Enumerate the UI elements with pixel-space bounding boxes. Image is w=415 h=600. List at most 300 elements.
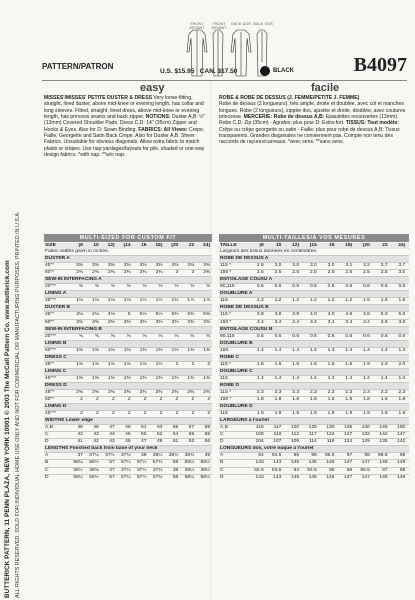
table-row — [44, 347, 212, 354]
table-cell: 38¼ — [184, 467, 195, 473]
table-cell: 1⅜ — [171, 347, 179, 353]
table-cell: 3⅜ — [91, 263, 99, 269]
table-cell: 0.6 — [309, 284, 317, 290]
table-cell: ⅝ — [94, 333, 99, 339]
table-cell: 53 — [156, 425, 163, 431]
mercerie-text: Epaulettes recouvertes (13mm). Robe C,D: Zip (35cm) - Agrafes; plus pour D: Extra-fort. — [219, 114, 399, 127]
table-cell: 54 — [172, 432, 179, 438]
price-us: U.S. $15.95 — [160, 68, 195, 75]
table-cell: 1.9 — [256, 411, 264, 417]
row-label: D — [220, 474, 224, 480]
fabrics-label: FABRICS: All Views: — [138, 126, 188, 133]
table-cell: 1.4 — [363, 347, 370, 353]
yardage-table-english — [44, 243, 212, 481]
table-cell: 1⅜ — [187, 347, 195, 353]
table-cell: ⅝ — [94, 284, 99, 290]
table-cell: 94.5 — [271, 453, 282, 459]
table-cell: 37½ — [105, 453, 115, 459]
table-cell: 38¼ — [152, 453, 163, 459]
table-cell: 4⅛ — [107, 312, 115, 318]
row-label: 60"** — [45, 347, 56, 353]
table-cell: 94.5 — [307, 467, 317, 473]
table-cell: 1⅜ — [203, 375, 211, 381]
table-cell: 4⅛ — [91, 312, 99, 318]
row-label: LINING A — [45, 291, 67, 297]
table-cell: 1⅝ — [155, 361, 163, 367]
table-cell: 1.4 — [256, 375, 264, 381]
notions-text: Duster A,B: ½" (13mm) Covered Shoulder Pads. Dress C,D: 14" (35cm) Zipper and Hooks & Eyes. Also for D: Seam Binding. — [44, 114, 206, 133]
table-cell: 0.6 — [292, 333, 300, 339]
table-cell: 5.0 — [380, 312, 388, 318]
table-cell: 1.9 — [345, 411, 353, 417]
table-cell: 96.5 — [324, 453, 335, 459]
table-cell: 1.6 — [398, 298, 406, 304]
table-cell: 2.5 — [363, 270, 370, 276]
table-cell: 2.3 — [398, 389, 406, 395]
table-cell: 1.9 — [363, 411, 370, 417]
table-row — [219, 474, 409, 481]
table-cell: 142 — [379, 432, 388, 438]
table-cell: 5⅜ — [203, 312, 211, 318]
table-cell: 2 — [175, 361, 179, 367]
table-section-row — [44, 304, 212, 311]
table-cell: 53 — [188, 439, 195, 445]
table-cell: 46 — [125, 432, 131, 438]
table-cell: 3.2 — [363, 263, 370, 269]
garment-sketches-icon — [185, 22, 275, 78]
table-cell: 46 — [93, 425, 99, 431]
table-cell: 3⅜ — [76, 319, 83, 325]
copyright-sidebar — [0, 0, 30, 600]
table-cell: 3⅜ — [123, 319, 131, 325]
table-cell: 1⅜ — [76, 347, 83, 353]
table-cell: 1⅜ — [123, 375, 131, 381]
table-cell: 1.2 — [345, 298, 353, 304]
table-cell: 1⅛ — [107, 298, 115, 304]
table-cell: 143 — [273, 460, 282, 466]
table-cell: 18) — [155, 243, 163, 248]
table-cell: 1.8 — [274, 397, 282, 403]
table-cell: 2 — [175, 411, 179, 417]
table-cell: 1.8 — [345, 397, 353, 403]
table-cell: 57¼ — [121, 460, 131, 466]
table-section-row — [219, 354, 409, 361]
easy-label: easy — [140, 82, 165, 94]
table-cell: 1⅝ — [91, 361, 99, 367]
row-label: DOUBLURE A — [220, 291, 253, 297]
table-cell: 99 — [399, 453, 406, 459]
table-row — [44, 389, 212, 396]
table-row — [44, 438, 212, 445]
table-cell: 1⅜ — [171, 375, 179, 381]
table-section-row — [44, 368, 212, 375]
table-row — [44, 424, 212, 431]
table-cell: 2.3 — [256, 389, 264, 395]
mercerie-label: MERCERIE: Robe de dessus A,B: — [243, 114, 325, 121]
table-cell: 146 — [326, 474, 335, 480]
sidebar-rights-line: ALL RIGHTS RESERVED. SOLD FOR INDIVIDUAL HOME USE ONLY AND NOT FOR COMMERCIAL OR MANUFACTURING PURPOSES. PRINTED IN U.S.A. — [15, 211, 21, 598]
french-title: ROBE & ROBE DE DESSUS (J. FEMME/PETITE J. FEMME) — [219, 95, 360, 101]
table-row — [219, 389, 409, 396]
table-cell: 2 — [111, 411, 115, 417]
table-cell: 1.4 — [327, 347, 335, 353]
table-row — [219, 459, 409, 466]
table-section-row — [219, 326, 409, 333]
table-cell: 36½ — [73, 467, 83, 473]
table-cell: 1.2 — [292, 298, 300, 304]
table-cell: 125 — [308, 425, 317, 431]
table-cell: 1.4 — [292, 375, 300, 381]
table-cell: 92.5 — [254, 467, 264, 473]
table-cell: 3.7 — [380, 263, 388, 269]
table-cell: 2 — [143, 411, 147, 417]
row-label: SIZE — [45, 243, 56, 248]
table-cell: 24) — [398, 243, 406, 248]
table-cell: 150 — [397, 425, 406, 431]
row-label: 45"** — [45, 411, 56, 417]
table-cell: 56 — [188, 432, 195, 438]
table-cell: 147 — [361, 460, 370, 466]
table-cell: 129 — [361, 439, 370, 445]
table-cell: 56¼ — [73, 460, 83, 466]
fabrics-text: Crepe, Faille, Georgette and Satin Back Crepe. Also for Duster A,B: Sheer Fabrics. Unsuitable for obvious diagonals. Allow extra fabric to match plaids or stripes. Use nap yardages/layouts for pile, shaded or one-way design fabrics. *with nap. **w/o nap. — [44, 126, 205, 159]
table-cell: 58 — [204, 432, 211, 438]
table-row — [44, 297, 212, 304]
view-label: BACK DOS — [253, 22, 273, 26]
table-cell: 45 — [125, 439, 131, 445]
table-cell: 24) — [203, 243, 211, 248]
table-row — [219, 311, 409, 318]
table-cell: 112 — [291, 432, 300, 438]
table-cell: 3.8 — [274, 312, 282, 318]
table-cell: 2 — [159, 411, 163, 417]
table-cell: 1.2 — [327, 298, 335, 304]
table-cell: 4.0 — [309, 312, 317, 318]
table-cell: 1⅝ — [107, 361, 115, 367]
pattern-code: B4097 — [353, 54, 407, 76]
table-row — [44, 467, 212, 474]
technical-drawings — [185, 22, 275, 78]
table-cell: 98 — [364, 453, 370, 459]
table-cell: 119 — [326, 439, 335, 445]
table-cell: 0.6 — [274, 284, 282, 290]
table-cell: 2⅜ — [203, 389, 211, 395]
table-cell: 1⅜ — [203, 347, 211, 353]
table-cell: 3 — [191, 270, 195, 276]
table-cell: 132 — [361, 432, 370, 438]
table-cell: ⅝ — [174, 333, 179, 339]
table-cell: 3.8 — [256, 312, 264, 318]
table-cell: 135 — [344, 425, 353, 431]
row-label: 115 * — [220, 312, 232, 318]
table-section-row — [219, 403, 409, 410]
table-cell: 2.0 — [398, 361, 406, 367]
table-section-row — [219, 276, 409, 283]
table-cell: 3.0 — [327, 263, 335, 269]
table-section-row — [44, 290, 212, 297]
table-cell: 1⅝ — [76, 361, 83, 367]
table-cell: 1⅛ — [91, 298, 99, 304]
table-cell: 16 — [141, 243, 147, 248]
table-cell: ⅝ — [78, 333, 83, 339]
table-cell: 37 — [109, 467, 115, 473]
table-cell: 3.6 — [380, 319, 388, 325]
table-cell: 142 — [397, 439, 406, 445]
table-cell: 3⅜ — [76, 263, 83, 269]
table-row — [44, 431, 212, 438]
table-cell: 3⅜ — [139, 263, 147, 269]
table-cell: 58¼ — [184, 460, 195, 466]
table-cell: 2 — [207, 361, 211, 367]
table-cell: 1.4 — [309, 375, 317, 381]
table-row — [44, 396, 212, 403]
table-row — [219, 333, 409, 340]
row-label: 150 — [220, 347, 229, 353]
table-cell: 97 — [346, 453, 353, 459]
row-label: D — [45, 474, 49, 480]
table-section-row — [44, 354, 212, 361]
table-cell: 2.0 — [380, 361, 388, 367]
table-cell: 1⅝ — [123, 361, 131, 367]
row-label: A — [220, 453, 224, 459]
table-cell: 3⅜ — [203, 319, 211, 325]
table-cell: 10 — [93, 243, 99, 248]
table-cell: 109 — [290, 439, 300, 445]
table-cell: 1.8 — [256, 397, 264, 403]
table-cell: 4.8 — [363, 312, 370, 318]
table-cell: 143 — [255, 474, 264, 480]
table-cell: 145 — [308, 474, 317, 480]
table-cell: 2⅜ — [76, 389, 83, 395]
row-label: 45"* — [45, 389, 55, 395]
table-cell: 3.6 — [398, 319, 406, 325]
table-cell: 3⅜ — [203, 263, 211, 269]
table-cell: 2 — [111, 397, 115, 403]
table-cell: (20 — [171, 243, 179, 248]
table-cell: 114 — [308, 439, 317, 445]
table-cell: 135 — [379, 439, 388, 445]
view-label: BACK DOS — [231, 22, 251, 26]
table-cell: 1.4 — [274, 347, 282, 353]
table-cell: 1⅜ — [139, 375, 147, 381]
english-title: MISSES'/MISSES' PETITE DUSTER & DRESS — [44, 95, 152, 101]
table-cell: 45 — [77, 425, 83, 431]
table-cell: 3⅜ — [155, 319, 163, 325]
row-label: DUSTER B — [45, 305, 70, 311]
table-cell: 4.0 — [327, 312, 335, 318]
table-cell: ⅝ — [174, 284, 179, 290]
table-cell: 145 — [308, 460, 317, 466]
table-section-row — [219, 382, 409, 389]
table-cell: 1.2 — [274, 298, 282, 304]
row-label: WIDTHS Lower edge — [45, 418, 93, 424]
table-cell: ⅝ — [142, 333, 147, 339]
table-cell: 1.8 — [309, 397, 317, 403]
table-cell: 2 — [80, 397, 83, 403]
table-cell: 1.6 — [327, 361, 335, 367]
table-cell: (8 — [259, 243, 264, 248]
row-label: LINING B — [45, 340, 67, 346]
row-label: 45"** — [45, 375, 56, 381]
table-cell: 2⅜ — [155, 270, 163, 276]
multi-tailles-band: MULTI-TAILLES/À VOS MESURES — [219, 234, 409, 242]
table-cell: 10 — [275, 243, 282, 248]
table-section-row — [219, 340, 409, 347]
row-label: LINING D — [45, 404, 67, 410]
table-cell: 96 — [311, 453, 317, 459]
table-cell: 0.6 — [256, 333, 264, 339]
table-cell: 2.9 — [256, 263, 264, 269]
table-cell: 1.6 — [274, 361, 282, 367]
table-cell: 37¼ — [121, 467, 131, 473]
view-label: FRONT DEVANT — [189, 22, 205, 30]
table-cell: 0.6 — [363, 333, 370, 339]
table-cell: 1⅜ — [123, 347, 131, 353]
table-cell: 145 — [290, 460, 300, 466]
table-cell: 3.0 — [309, 263, 317, 269]
table-cell: 140 — [361, 425, 370, 431]
table-cell: 1.8 — [380, 397, 388, 403]
table-cell: (20 — [362, 243, 370, 248]
table-cell: 52 — [156, 432, 163, 438]
table-cell: 3.4 — [327, 319, 335, 325]
table-cell: 1.9 — [292, 411, 300, 417]
table-section-row — [44, 403, 212, 410]
table-row — [219, 297, 409, 304]
table-section-row — [219, 255, 409, 262]
table-cell: ⅝ — [158, 333, 163, 339]
table-cell: 39 — [204, 453, 211, 459]
table-cell: 51 — [141, 425, 147, 431]
row-label: C — [45, 467, 49, 473]
table-row — [219, 467, 409, 474]
table-cell: 2 — [96, 397, 99, 403]
table-cell: 145 — [379, 425, 388, 431]
english-description — [44, 95, 212, 158]
french-description — [219, 95, 409, 146]
table-cell: 0.6 — [363, 284, 370, 290]
table-cell: 2⅜ — [107, 389, 115, 395]
table-cell: 3.4 — [274, 319, 282, 325]
row-label: C — [220, 432, 224, 438]
table-cell: 1⅜ — [91, 375, 99, 381]
table-cell: 0.6 — [256, 284, 264, 290]
table-cell: 1.6 — [309, 361, 317, 367]
table-cell: 1.8 — [327, 397, 335, 403]
table-cell: 0.6 — [380, 284, 388, 290]
row-label: 45"** — [45, 298, 56, 304]
table-cell: 94 — [293, 467, 300, 473]
table-row — [219, 375, 409, 382]
table-cell: 2⅜ — [123, 389, 131, 395]
row-label: 115 — [220, 298, 228, 304]
row-label: 115 * — [220, 263, 232, 269]
table-cell: (14 — [309, 243, 317, 248]
table-cell: 1⅜ — [107, 375, 115, 381]
table-cell: 2 — [191, 361, 195, 367]
table-cell: 122 — [326, 432, 335, 438]
table-cell: 1.6 — [363, 298, 370, 304]
table-cell: 95 — [329, 467, 335, 473]
table-cell: 5⅜ — [171, 312, 179, 318]
table-section-row — [219, 445, 409, 452]
table-cell: 2 — [191, 411, 195, 417]
table-row — [44, 311, 212, 318]
row-label: 90,115 — [220, 333, 235, 339]
table-row — [219, 347, 409, 354]
table-cell: 57¾ — [152, 474, 163, 480]
table-cell: 149 — [397, 474, 406, 480]
table-row — [219, 452, 409, 459]
table-cell: 2⅜ — [76, 270, 83, 276]
table-row — [44, 452, 212, 459]
table-cell: 143 — [255, 460, 264, 466]
table-cell: ⅝ — [126, 284, 131, 290]
table-cell: 38½ — [200, 467, 211, 473]
table-cell: 2.3 — [380, 389, 388, 395]
table-cell: 38 — [141, 453, 147, 459]
row-label: ROBE DE DESSUS A — [220, 256, 269, 262]
table-cell: 143 — [273, 474, 282, 480]
table-cell: 5⅛ — [155, 312, 163, 318]
table-cell: 3⅜ — [91, 319, 99, 325]
table-cell: 1.9 — [327, 411, 335, 417]
table-cell: 38 — [172, 467, 179, 473]
table-cell: 3.7 — [398, 263, 406, 269]
row-label: 115 * — [220, 389, 232, 395]
table-cell: 57 — [109, 460, 115, 466]
table-cell: 3.4 — [309, 319, 317, 325]
table-cell: 59 — [204, 425, 211, 431]
row-label: DOUBLURE D — [220, 404, 253, 410]
table-cell: 3⅜ — [171, 263, 179, 269]
row-label: 115 — [220, 411, 228, 417]
table-cell: 117 — [308, 432, 317, 438]
table-cell: 3 — [175, 270, 179, 276]
table-cell: 1⅛ — [139, 298, 147, 304]
table-cell: 0.6 — [345, 284, 353, 290]
table-cell: 1.6 — [380, 298, 388, 304]
row-label: ROBE C — [220, 354, 240, 360]
table-cell: 2⅜ — [139, 270, 147, 276]
notions-label: NOTIONS: — [145, 114, 171, 121]
table-cell: 2.5 — [345, 270, 353, 276]
table-cell: 12) — [107, 243, 115, 248]
table-cell: 1.4 — [345, 347, 353, 353]
table-section-row — [219, 290, 409, 297]
table-cell: 124 — [344, 439, 353, 445]
table-cell: 3.1 — [345, 263, 353, 269]
table-cell: 1⅜ — [155, 347, 163, 353]
table-row — [44, 459, 212, 466]
table-cell: 55 — [172, 425, 179, 431]
table-row — [44, 474, 212, 481]
table-cell: (8 — [78, 243, 83, 248]
table-cell: 56 — [204, 439, 211, 445]
table-cell: 43 — [109, 439, 115, 445]
row-label: LENGTHS Finished back from base of your neck — [45, 446, 158, 452]
table-cell: 2⅜ — [155, 389, 163, 395]
row-label: DRESS D — [45, 382, 67, 388]
row-label: ENTOILAGE COUSU A — [220, 277, 273, 283]
color-label: BLACK — [273, 68, 294, 74]
table-cell: 3⅜ — [187, 263, 195, 269]
table-cell: 1.4 — [398, 375, 406, 381]
table-cell: 2 — [127, 397, 131, 403]
tissus-label: TISSUS: Tout modèle: — [345, 120, 399, 127]
table-section-row — [44, 255, 212, 262]
table-cell: 49 — [125, 425, 131, 431]
